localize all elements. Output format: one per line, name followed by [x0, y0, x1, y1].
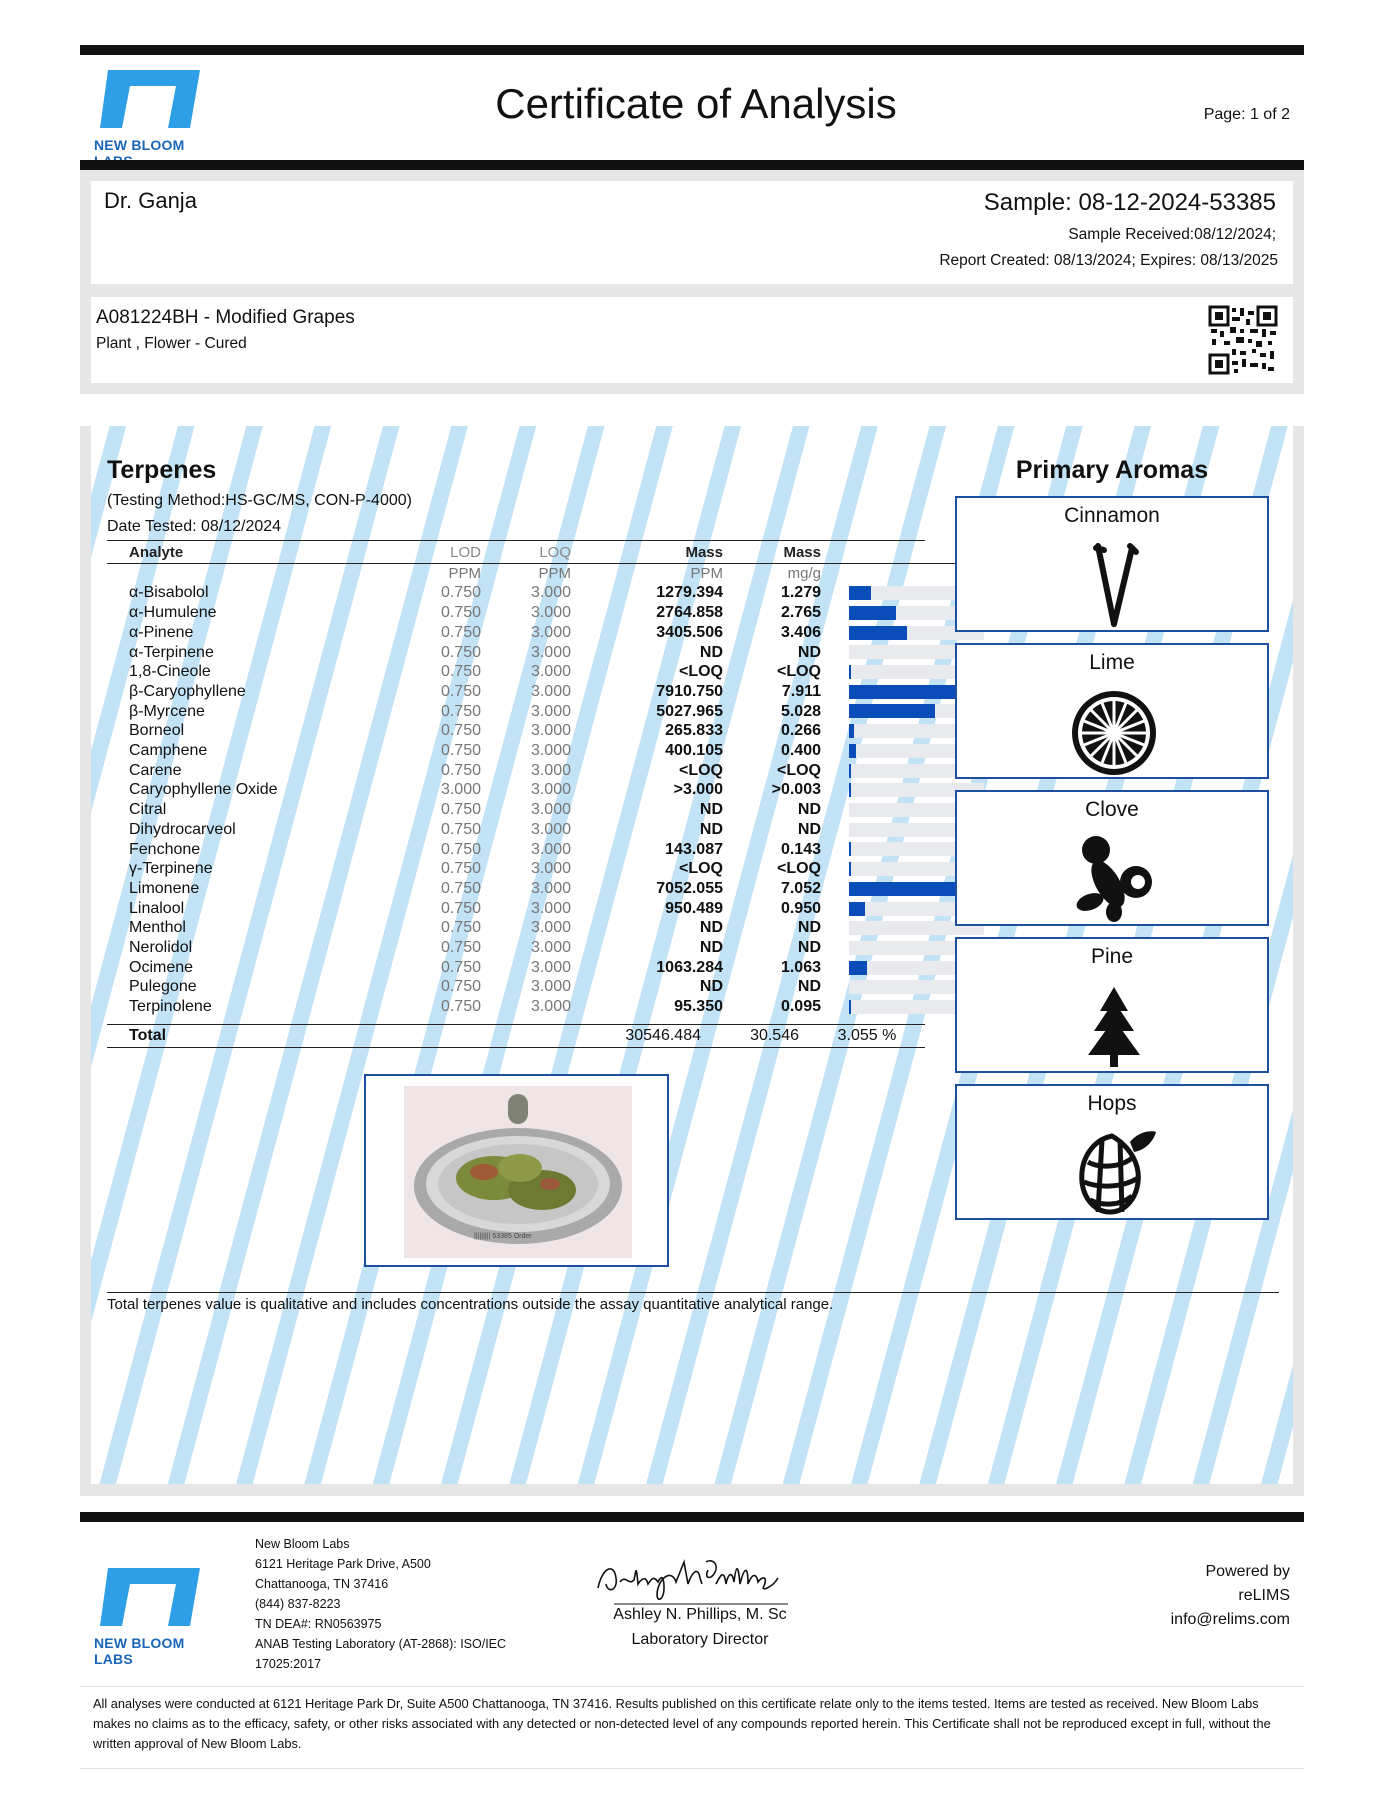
client-name: Dr. Ganja — [104, 188, 197, 213]
table-row — [107, 721, 1009, 741]
loq-value: 3.000 — [530, 958, 571, 976]
level-bar-fill — [849, 704, 935, 718]
address-line: 17025:2017 — [255, 1657, 322, 1671]
aroma-card-clove — [955, 790, 1269, 926]
lod-value: 0.750 — [440, 978, 481, 996]
analyte-name: α-Humulene — [129, 604, 217, 622]
analyte-name: Limonene — [129, 879, 200, 897]
logo-mark-icon — [94, 68, 204, 130]
loq-value: 3.000 — [530, 761, 571, 779]
mass-ppm-value: 2764.858 — [656, 604, 723, 622]
page-number: Page: 1 of 2 — [1203, 106, 1290, 123]
mass-ppm-value: ND — [699, 919, 723, 937]
table-row — [107, 643, 1009, 663]
analyte-name: α-Terpinene — [129, 643, 214, 661]
table-header-row — [107, 543, 1009, 563]
mass-mg-value: 7.911 — [781, 682, 821, 700]
lod-value: 0.750 — [440, 623, 481, 641]
level-bar-fill — [849, 842, 851, 856]
sample-received: Sample Received:08/12/2024; — [1068, 226, 1276, 243]
loq-value: 3.000 — [530, 702, 571, 720]
powered-line: Powered by — [1205, 1563, 1290, 1580]
loq-value: 3.000 — [530, 781, 571, 799]
address-line: ANAB Testing Laboratory (AT-2868): ISO/IEC — [255, 1637, 507, 1651]
aroma-label: Pine — [1090, 945, 1134, 968]
analyte-name: α-Bisabolol — [129, 584, 209, 602]
total-ppm: 30546.484 — [625, 1027, 701, 1044]
level-bar-fill — [849, 606, 896, 620]
mass-ppm-value: ND — [699, 801, 723, 819]
table-row — [107, 938, 1009, 958]
loq-value: 3.000 — [530, 682, 571, 700]
table-row — [107, 603, 1009, 623]
aroma-label: Clove — [1085, 798, 1139, 821]
page-title: Certificate of Analysis — [495, 80, 897, 127]
mass-mg-value: ND — [797, 801, 821, 819]
logo-text: NEW BLOOM — [94, 137, 185, 153]
mass-ppm-value: <LOQ — [678, 663, 723, 681]
loq-value: 3.000 — [530, 643, 571, 661]
mass-ppm-value: 5027.965 — [656, 702, 723, 720]
analyte-name: Camphene — [129, 742, 208, 760]
mass-mg-value: 5.028 — [780, 702, 821, 720]
testing-method: (Testing Method:HS-GC/MS, CON-P-4000) — [107, 492, 412, 509]
header-mass-mg: Mass — [783, 544, 821, 561]
loq-value: 3.000 — [530, 722, 571, 740]
mass-mg-value: 1.279 — [780, 584, 821, 602]
mass-ppm-value: <LOQ — [678, 761, 723, 779]
table-row — [107, 583, 1009, 603]
date-tested: Date Tested: 08/12/2024 — [107, 518, 282, 535]
lod-value: 0.750 — [440, 682, 481, 700]
table-row — [107, 662, 1009, 682]
mass-mg-value: 0.095 — [780, 998, 821, 1016]
address-line: TN DEA#: RN0563975 — [255, 1617, 382, 1631]
note-rule — [107, 1292, 1279, 1293]
mass-ppm-value: 143.087 — [665, 840, 723, 858]
lod-value: 0.750 — [440, 801, 481, 819]
level-bar-fill — [849, 882, 969, 896]
loq-value: 3.000 — [530, 860, 571, 878]
address-line: New Bloom Labs — [255, 1537, 350, 1551]
analyte-name: Caryophyllene Oxide — [129, 781, 278, 799]
mass-mg-value: <LOQ — [776, 860, 821, 878]
powered-by — [1100, 1560, 1290, 1632]
total-percent: 3.055 % — [837, 1027, 897, 1044]
loq-value: 3.000 — [530, 584, 571, 602]
unit-mg: mg/g — [787, 564, 821, 582]
lod-value: 0.750 — [440, 939, 481, 957]
loq-value: 3.000 — [530, 604, 571, 622]
analyte-name: Nerolidol — [129, 939, 193, 957]
table-top-rule — [107, 540, 925, 541]
unit-lod: PPM — [448, 564, 481, 582]
lod-value: 0.750 — [440, 663, 481, 681]
table-row — [107, 682, 1009, 702]
address-line: (844) 837-8223 — [255, 1597, 341, 1611]
level-bar-fill — [849, 1000, 851, 1014]
lod-value: 0.750 — [440, 919, 481, 937]
mass-mg-value: 1.063 — [780, 958, 821, 976]
mass-mg-value: 0.266 — [780, 722, 821, 740]
loq-value: 3.000 — [530, 801, 571, 819]
aromas-title: Primary Aromas — [1015, 456, 1209, 484]
analyte-name: Borneol — [129, 722, 185, 740]
mass-ppm-value: <LOQ — [678, 860, 723, 878]
svg-text:||||||||| 53385 Order: ||||||||| 53385 Order — [474, 1233, 532, 1240]
lod-value: 0.750 — [440, 722, 481, 740]
lime-icon — [1062, 685, 1166, 777]
powered-line: reLIMS — [1238, 1587, 1290, 1604]
lod-value: 0.750 — [440, 742, 481, 760]
table-row — [107, 702, 1009, 722]
table-row — [107, 820, 1009, 840]
analyte-name: Fenchone — [129, 840, 201, 858]
header-rule — [80, 160, 1304, 170]
loq-value: 3.000 — [530, 919, 571, 937]
table-row — [107, 859, 1009, 879]
product-type: Plant , Flower - Cured — [96, 335, 247, 352]
table-row — [107, 977, 1009, 997]
signer-name: Ashley N. Phillips, M. Sc — [613, 1606, 787, 1623]
header-loq: LOQ — [539, 544, 571, 561]
level-bar-fill — [849, 862, 851, 876]
lod-value: 0.750 — [440, 958, 481, 976]
analyte-name: Linalool — [129, 899, 185, 917]
table-row — [107, 761, 1009, 781]
aroma-card-lime — [955, 643, 1269, 779]
unit-loq: PPM — [538, 564, 571, 582]
mass-ppm-value: 95.350 — [674, 998, 723, 1016]
mass-mg-value: <LOQ — [776, 663, 821, 681]
mass-mg-value: >0.003 — [771, 781, 821, 799]
header-logo — [94, 68, 214, 152]
mass-mg-value: ND — [797, 643, 821, 661]
loq-value: 3.000 — [530, 939, 571, 957]
header-mass-ppm: Mass — [685, 544, 723, 561]
mass-mg-value: ND — [797, 820, 821, 838]
level-bar-fill — [849, 586, 871, 600]
mass-ppm-value: 265.833 — [665, 722, 723, 740]
analyte-name: Ocimene — [129, 958, 194, 976]
table-row — [107, 918, 1009, 938]
cinnamon-icon — [1062, 538, 1166, 630]
analyte-name: Carene — [129, 761, 182, 779]
loq-value: 3.000 — [530, 623, 571, 641]
footer-rule — [80, 1512, 1304, 1522]
pine-icon — [1062, 979, 1166, 1071]
lod-value: 3.000 — [440, 781, 481, 799]
loq-value: 3.000 — [530, 663, 571, 681]
mass-ppm-value: ND — [699, 643, 723, 661]
total-label: Total — [129, 1027, 167, 1044]
table-row — [107, 879, 1009, 899]
level-bar-fill — [849, 764, 851, 778]
lab-address — [255, 1534, 555, 1674]
total-mg: 30.546 — [750, 1027, 799, 1044]
lod-value: 0.750 — [440, 899, 481, 917]
level-bar-fill — [849, 626, 907, 640]
table-row — [107, 958, 1009, 978]
mass-mg-value: 0.400 — [780, 742, 821, 760]
loq-value: 3.000 — [530, 840, 571, 858]
level-bar-fill — [849, 744, 856, 758]
product-name: A081224BH - Modified Grapes — [96, 307, 355, 328]
analyte-name: Terpinolene — [129, 998, 212, 1016]
header-lod: LOD — [450, 544, 481, 561]
table-row — [107, 623, 1009, 643]
lod-value: 0.750 — [440, 584, 481, 602]
aroma-card-pine — [955, 937, 1269, 1073]
mass-mg-value: 3.406 — [780, 623, 821, 641]
signer-title: Laboratory Director — [631, 1631, 769, 1648]
loq-value: 3.000 — [530, 820, 571, 838]
signature-icon — [592, 1548, 812, 1608]
table-row — [107, 800, 1009, 820]
mass-mg-value: 0.950 — [780, 899, 821, 917]
qr-code-icon — [1208, 305, 1278, 375]
aroma-label: Hops — [1087, 1092, 1137, 1115]
aroma-label: Cinnamon — [1064, 504, 1160, 527]
footer-logo-mark-icon — [94, 1566, 204, 1628]
analyte-name: β-Myrcene — [129, 702, 205, 720]
mass-ppm-value: 7910.750 — [656, 682, 723, 700]
lod-value: 0.750 — [440, 840, 481, 858]
disclaimer: All analyses were conducted at 6121 Heritage Park Dr, Suite A500 Chattanooga, TN 37416. Results published on this certificate relate only to the items tested. Items are tested as received. New Bloom Labs makes no claims as to the efficacy, safety, or other risks associated with any detected or non-detected level of any compounds reported herein. This Certificate shall not be reproduced except in full, without the written approval of New Bloom Labs. — [93, 1696, 1271, 1751]
lod-value: 0.750 — [440, 604, 481, 622]
loq-value: 3.000 — [530, 742, 571, 760]
mass-mg-value: 7.052 — [780, 879, 821, 897]
mass-mg-value: ND — [797, 919, 821, 937]
lod-value: 0.750 — [440, 998, 481, 1016]
table-row — [107, 840, 1009, 860]
mass-ppm-value: >3.000 — [673, 781, 723, 799]
mass-ppm-value: 950.489 — [665, 899, 723, 917]
sample-id: Sample: 08-12-2024-53385 — [983, 189, 1276, 216]
mass-ppm-value: ND — [699, 820, 723, 838]
footer-logo-text: NEW BLOOM LABS — [94, 1635, 185, 1667]
mass-ppm-value: ND — [699, 939, 723, 957]
terpenes-note: Total terpenes value is qualitative and includes concentrations outside the assay quantitative analytical range. — [107, 1296, 834, 1313]
analyte-name: γ-Terpinene — [129, 860, 213, 878]
mass-ppm-value: 1063.284 — [656, 958, 723, 976]
mass-mg-value: ND — [797, 978, 821, 996]
loq-value: 3.000 — [530, 899, 571, 917]
analyte-name: Dihydrocarveol — [129, 820, 236, 838]
terpenes-table — [107, 543, 1009, 1017]
lod-value: 0.750 — [440, 820, 481, 838]
total-row — [107, 1024, 925, 1048]
sample-photo-icon — [404, 1086, 632, 1258]
analyte-name: Menthol — [129, 919, 186, 937]
terpenes-title: Terpenes — [107, 456, 217, 484]
level-bar-fill — [849, 961, 867, 975]
mass-mg-value: 2.765 — [780, 604, 821, 622]
analyte-name: α-Pinene — [129, 623, 194, 641]
mass-ppm-value: ND — [699, 978, 723, 996]
table-row — [107, 997, 1009, 1017]
sample-photo-frame — [364, 1074, 669, 1267]
analyte-name: Pulegone — [129, 978, 197, 996]
mass-ppm-value: 7052.055 — [656, 879, 723, 897]
analyte-name: β-Caryophyllene — [129, 682, 246, 700]
top-rule — [80, 45, 1304, 55]
footer-logo — [94, 1566, 214, 1667]
level-bar-fill — [849, 902, 865, 916]
mass-mg-value: ND — [797, 939, 821, 957]
aroma-label: Lime — [1089, 651, 1135, 674]
mass-ppm-value: 1279.394 — [656, 584, 723, 602]
analyte-name: 1,8-Cineole — [129, 663, 211, 681]
lod-value: 0.750 — [440, 879, 481, 897]
loq-value: 3.000 — [530, 879, 571, 897]
loq-value: 3.000 — [530, 998, 571, 1016]
disclaimer-rule — [80, 1686, 1304, 1687]
header-analyte: Analyte — [129, 544, 184, 561]
mass-mg-value: <LOQ — [776, 761, 821, 779]
table-row — [107, 741, 1009, 761]
address-line: Chattanooga, TN 37416 — [255, 1577, 389, 1591]
lod-value: 0.750 — [440, 643, 481, 661]
lod-value: 0.750 — [440, 702, 481, 720]
analyte-name: Citral — [129, 801, 167, 819]
report-dates: Report Created: 08/13/2024; Expires: 08/13/2025 — [939, 252, 1278, 269]
table-units-row — [107, 563, 1009, 583]
mass-ppm-value: 400.105 — [665, 742, 723, 760]
powered-line: info@relims.com — [1170, 1611, 1290, 1628]
mass-mg-value: 0.143 — [780, 840, 821, 858]
level-bar-fill — [849, 783, 851, 797]
clove-icon — [1062, 832, 1166, 924]
loq-value: 3.000 — [530, 978, 571, 996]
aroma-card-hops — [955, 1084, 1269, 1220]
level-bar-fill — [849, 665, 851, 679]
bottom-rule — [80, 1768, 1304, 1769]
lod-value: 0.750 — [440, 761, 481, 779]
table-row — [107, 780, 1009, 800]
level-bar-fill — [849, 724, 854, 738]
lod-value: 0.750 — [440, 860, 481, 878]
unit-ppm: PPM — [690, 564, 723, 582]
address-line: 6121 Heritage Park Drive, A500 — [255, 1557, 431, 1571]
aroma-card-cinnamon — [955, 496, 1269, 632]
mass-ppm-value: 3405.506 — [656, 623, 723, 641]
hops-icon — [1062, 1126, 1166, 1218]
table-row — [107, 899, 1009, 919]
